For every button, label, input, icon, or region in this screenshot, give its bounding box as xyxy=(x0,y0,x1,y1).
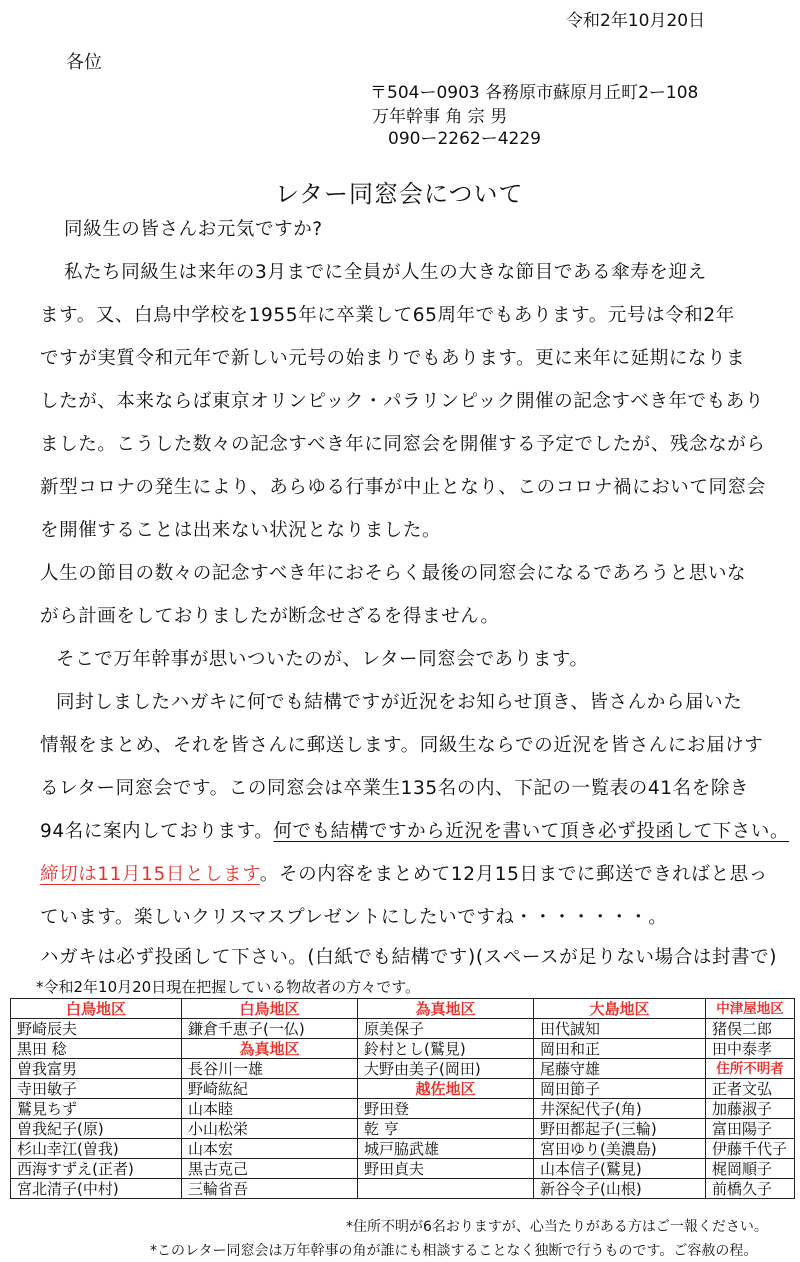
table-row xyxy=(11,1099,795,1119)
table-cell: 黒古克己 xyxy=(182,1159,358,1179)
table-row xyxy=(11,1039,795,1059)
body-line: ですが実質令和元年で新しい元号の始まりでもあります。更に来年に延期になりま xyxy=(40,348,746,369)
table-cell: 城戸脇武雄 xyxy=(358,1139,534,1159)
table-cell: 尾藤守雄 xyxy=(534,1059,706,1079)
body-line: 私たち同級生は来年の3月までに全員が人生の大きな節目である傘寿を迎え xyxy=(64,262,707,283)
table-cell: 正者文弘 xyxy=(706,1079,795,1099)
body-line: るレター同窓会です。この同窓会は卒業生135名の内、下記の一覧表の41名を除き xyxy=(40,778,750,799)
table-row xyxy=(11,1119,795,1139)
body-line xyxy=(40,817,789,843)
table-cell: 黒田 稔 xyxy=(11,1039,182,1059)
letter-date: 令和2年10月20日 xyxy=(566,11,706,31)
district-header: 大島地区 xyxy=(534,999,706,1019)
table-cell: 宮田ゆり(美濃島) xyxy=(534,1139,706,1159)
sender-address: 〒504ー0903 各務原市蘇原月丘町2ー108 xyxy=(370,83,699,103)
table-cell: 田代誠知 xyxy=(534,1019,706,1039)
deadline-notice: 締切は11月15日とします xyxy=(40,864,260,885)
district-header: 為真地区 xyxy=(358,999,534,1019)
table-cell: 山本睦 xyxy=(182,1099,358,1119)
table-cell: 大野由美子(岡田) xyxy=(358,1059,534,1079)
table-cell: 新谷令子(山根) xyxy=(534,1179,706,1199)
body-line: 同封しましたハガキに何でも結構ですが近況をお知らせ頂き、皆さんから届いた xyxy=(56,692,743,713)
addressee: 各位 xyxy=(66,52,102,73)
table-cell: 岡田節子 xyxy=(534,1079,706,1099)
footnote-unknown-address: *住所不明が6名おりますが、心当たりがある方はご一報ください。 xyxy=(346,1219,768,1235)
table-cell: 小山松栄 xyxy=(182,1119,358,1139)
table-cell: 寺田敏子 xyxy=(11,1079,182,1099)
body-line: ハガキは必ず投函して下さい。(白紙でも結構です)(スペースが足りない場合は封書で) xyxy=(40,947,778,968)
district-header: 白鳥地区 xyxy=(182,999,358,1019)
table-cell: 乾 亨 xyxy=(358,1119,534,1139)
letter-title: レター同窓会について xyxy=(275,180,524,208)
table-row xyxy=(11,999,795,1019)
table-cell: 梶岡順子 xyxy=(706,1159,795,1179)
table-cell: 鈴村とし(鷲見) xyxy=(358,1039,534,1059)
district-header: 中津屋地区 xyxy=(706,999,795,1019)
table-cell: 野崎紘紀 xyxy=(182,1079,358,1099)
underlined-request: 何でも結構ですから近況を書いて頂き必ず投函して下さい。 xyxy=(273,821,790,842)
body-line: 人生の節目の数々の記念すべき年におそらく最後の同窓会になるであろうと思いな xyxy=(40,563,747,584)
table-cell: 野田都起子(三輪) xyxy=(534,1119,706,1139)
table-cell: 原美保子 xyxy=(358,1019,534,1039)
body-text: 。その内容をまとめて12月15日までに郵送できればと思っ xyxy=(259,864,768,885)
footnote-disclaimer: *このレター同窓会は万年幹事の角が誰にも相談することなく独断で行うものです。ご容赦の程。 xyxy=(150,1243,758,1259)
table-cell: 田中泰孝 xyxy=(706,1039,795,1059)
district-header: 越佐地区 xyxy=(358,1079,534,1099)
table-cell: 宮北清子(中村) xyxy=(11,1179,182,1199)
table-cell: 山本信子(鷲見) xyxy=(534,1159,706,1179)
table-row xyxy=(11,1059,795,1079)
district-header: 白鳥地区 xyxy=(11,999,182,1019)
body-line: したが、本来ならば東京オリンピック・パラリンピック開催の記念すべき年でもあり xyxy=(40,391,764,412)
district-header: 為真地区 xyxy=(182,1039,358,1059)
body-line: 新型コロナの発生により、あらゆる行事が中止となり、このコロナ禍において同窓会 xyxy=(40,477,766,498)
table-row xyxy=(11,1179,795,1199)
deceased-table xyxy=(10,998,795,1199)
table-cell: 井深紀代子(角) xyxy=(534,1099,706,1119)
sender-name: 万年幹事 角 宗 男 xyxy=(372,107,508,127)
deceased-note: *令和2年10月20日現在把握している物故者の方々です。 xyxy=(36,978,421,996)
table-row xyxy=(11,1079,795,1099)
table-row xyxy=(11,1139,795,1159)
body-line: 同級生の皆さんお元気ですか? xyxy=(64,219,323,240)
table-cell: 伊藤千代子 xyxy=(706,1139,795,1159)
body-line: ています。楽しいクリスマスプレゼントにしたいですね・・・・・・・。 xyxy=(40,907,668,928)
sender-phone: 090ー2262ー4229 xyxy=(388,129,541,149)
table-cell: 野崎辰夫 xyxy=(11,1019,182,1039)
body-line xyxy=(40,860,768,886)
table-cell: 三輪省吾 xyxy=(182,1179,358,1199)
body-line: ました。こうした数々の記念すべき年に同窓会を開催する予定でしたが、残念ながら xyxy=(40,434,766,455)
table-cell: 長谷川一雄 xyxy=(182,1059,358,1079)
body-line: そこで万年幹事が思いついたのが、レター同窓会であります。 xyxy=(56,649,589,670)
table-cell: 曽我紀子(原) xyxy=(11,1119,182,1139)
table-cell: 野田登 xyxy=(358,1099,534,1119)
table-cell: 野田貞夫 xyxy=(358,1159,534,1179)
body-line: がら計画をしておりましたが断念せざるを得ません。 xyxy=(40,606,500,627)
body-line: 情報をまとめ、それを皆さんに郵送します。同級生ならでの近況を皆さんにお届けす xyxy=(40,735,764,756)
table-cell: 加藤淑子 xyxy=(706,1099,795,1119)
table-cell: 杉山幸江(曽我) xyxy=(11,1139,182,1159)
table-cell: 富田陽子 xyxy=(706,1119,795,1139)
table-cell: 鎌倉千恵子(一仏) xyxy=(182,1019,358,1039)
district-header: 住所不明者 xyxy=(706,1059,795,1079)
table-cell: 猪俣二郎 xyxy=(706,1019,795,1039)
table-row xyxy=(11,1019,795,1039)
body-text: 94名に案内しております。 xyxy=(40,821,274,842)
table-cell: 岡田和正 xyxy=(534,1039,706,1059)
body-line: ます。又、白鳥中学校を1955年に卒業して65周年でもあります。元号は令和2年 xyxy=(40,305,735,326)
table-cell: 曽我富男 xyxy=(11,1059,182,1079)
table-cell xyxy=(358,1179,534,1199)
table-cell: 山本宏 xyxy=(182,1139,358,1159)
table-cell: 西海すずえ(正者) xyxy=(11,1159,182,1179)
table-cell: 鷲見ちず xyxy=(11,1099,182,1119)
table-row xyxy=(11,1159,795,1179)
body-line: を開催することは出来ない状況となりました。 xyxy=(40,520,442,541)
table-cell: 前橋久子 xyxy=(706,1179,795,1199)
